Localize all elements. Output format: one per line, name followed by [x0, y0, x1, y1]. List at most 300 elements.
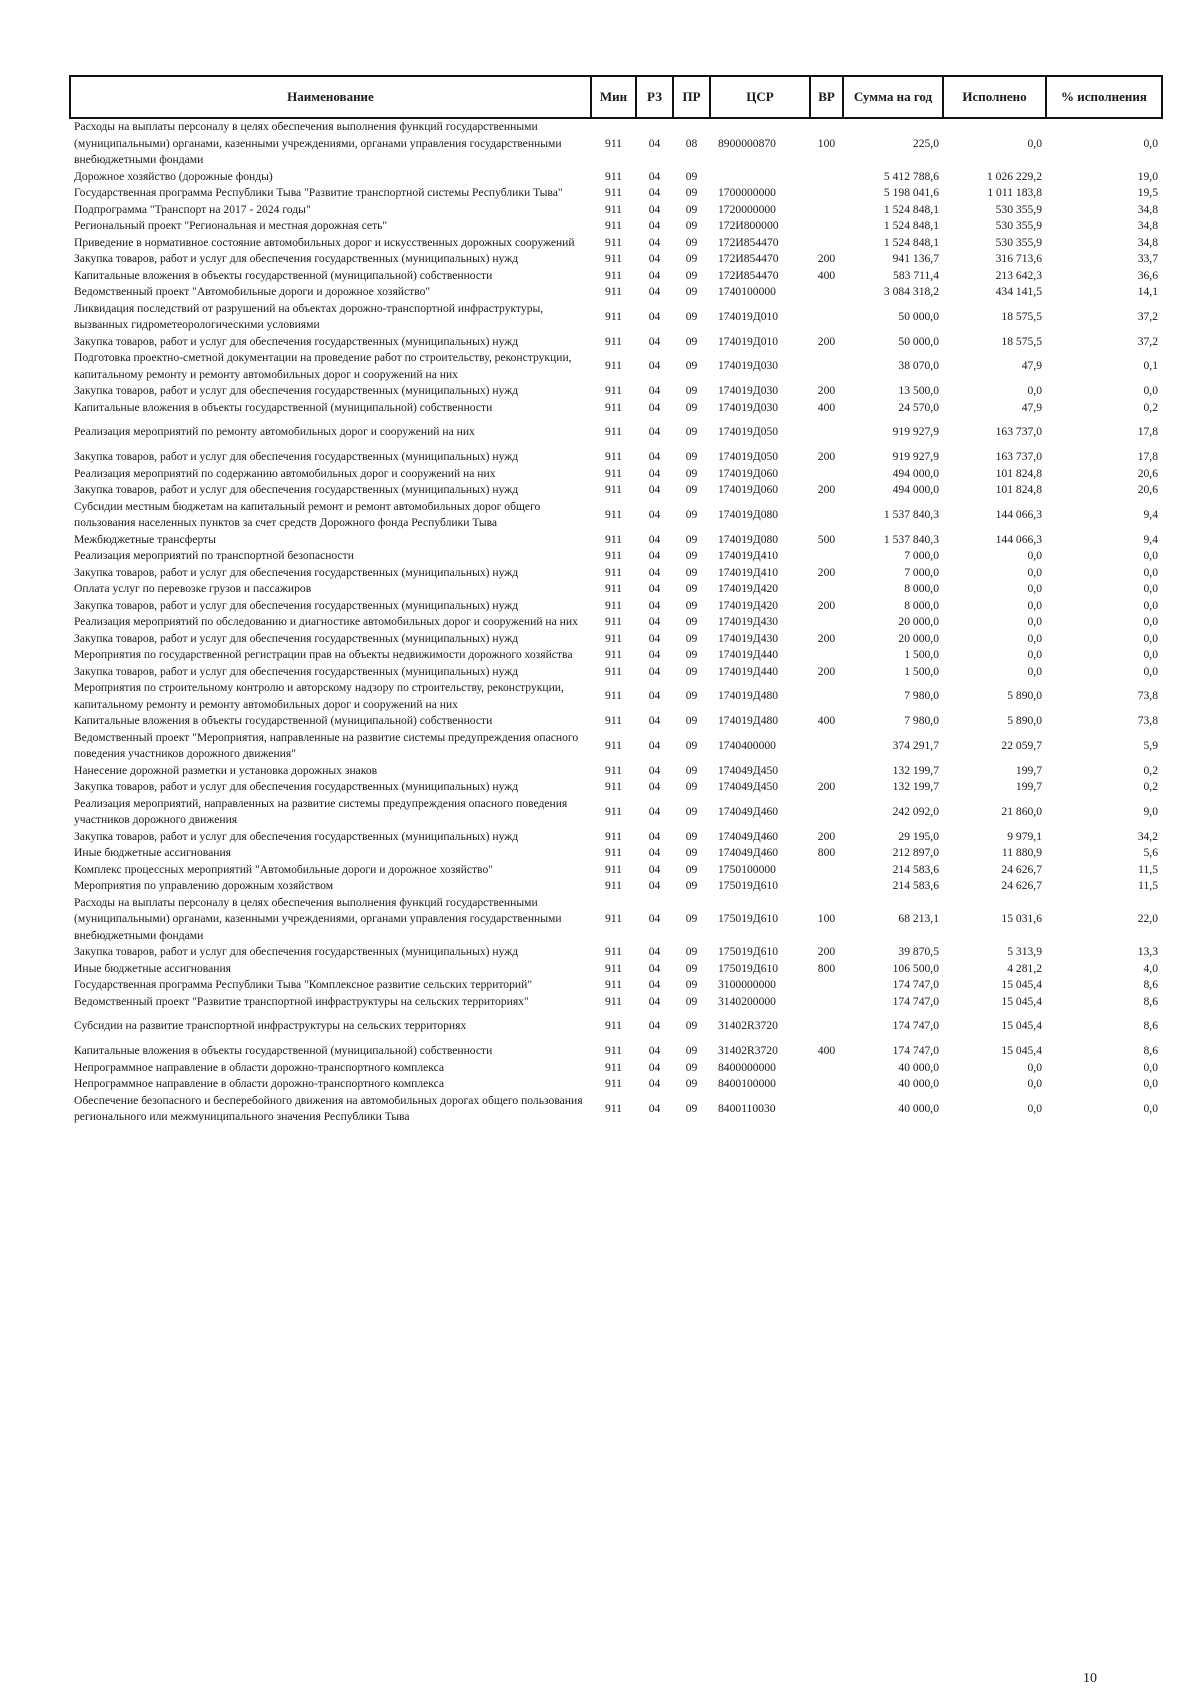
cell-pr: 09 — [685, 235, 698, 249]
cell-rz: 04 — [648, 664, 661, 678]
cell-vr — [810, 796, 843, 829]
cell-year-sum: 13 500,0 — [898, 384, 939, 397]
cell-min: 911 — [605, 359, 622, 373]
cell-vr — [810, 350, 843, 383]
table-row — [70, 169, 1162, 186]
cell-pr: 09 — [685, 285, 698, 298]
cell-name: Реализация мероприятий, направленных на развитие системы предупреждения опасного поведения участников дорожного движения — [74, 796, 568, 826]
cell-min: 911 — [605, 483, 622, 496]
cell-name: Дорожное хозяйство (дорожные фонды) — [74, 169, 273, 183]
cell-percent: 34,2 — [1137, 829, 1158, 843]
cell-csr: 1740400000 — [718, 738, 776, 752]
cell-executed: 530 355,9 — [995, 202, 1042, 216]
cell-name: Государственная программа Республики Тыва "Развитие транспортной системы Республики Тыва" — [74, 186, 563, 199]
cell-year-sum: 174 747,0 — [892, 1019, 939, 1033]
cell-year-sum: 7 980,0 — [904, 689, 939, 703]
cell-year-sum: 24 570,0 — [898, 400, 939, 414]
table-row — [70, 845, 1162, 862]
cell-pr: 09 — [685, 945, 698, 958]
cell-csr: 174019Д480 — [718, 714, 779, 727]
cell-min: 911 — [605, 450, 622, 463]
cell-vr — [810, 730, 843, 763]
cell-vr — [810, 680, 843, 713]
cell-min: 911 — [605, 532, 622, 546]
cell-csr: 31402R3720 — [718, 1019, 778, 1033]
cell-percent: 0,0 — [1143, 1101, 1158, 1115]
cell-name: Закупка товаров, работ и услуг для обеспечения государственных (муниципальных) нужд — [74, 664, 519, 678]
cell-year-sum: 132 199,7 — [892, 763, 939, 777]
cell-rz: 04 — [648, 334, 661, 348]
header-vr: ВР — [810, 76, 843, 118]
cell-csr: 175019Д610 — [718, 945, 779, 958]
cell-min: 911 — [605, 565, 622, 579]
cell-executed: 199,7 — [1015, 780, 1042, 793]
cell-pr: 09 — [685, 202, 698, 216]
cell-executed: 0,0 — [1027, 615, 1042, 628]
cell-pr: 09 — [685, 384, 698, 397]
cell-percent: 0,0 — [1143, 615, 1158, 628]
table-row — [70, 647, 1162, 664]
cell-name: Реализация мероприятий по транспортной безопасности — [74, 549, 354, 562]
cell-executed: 15 045,4 — [1001, 994, 1042, 1008]
cell-name: Закупка товаров, работ и услуг для обеспечения государственных (муниципальных) нужд — [74, 334, 519, 348]
cell-year-sum: 214 583,6 — [892, 862, 939, 876]
cell-name: Мероприятия по управлению дорожным хозяйством — [74, 879, 334, 892]
cell-pr: 09 — [685, 334, 698, 348]
table-row — [70, 383, 1162, 400]
cell-rz: 04 — [648, 648, 661, 661]
cell-csr: 174019Д420 — [718, 582, 779, 595]
cell-name: Региональный проект "Региональная и местная дорожная сеть" — [74, 219, 388, 232]
cell-min: 911 — [605, 664, 622, 678]
cell-percent: 13,3 — [1137, 945, 1158, 958]
cell-vr: 100 — [817, 912, 836, 925]
cell-name: Оплата услуг по перевозке грузов и пассажиров — [74, 582, 312, 595]
table-row — [70, 202, 1162, 219]
cell-percent: 0,0 — [1143, 549, 1158, 562]
cell-min: 911 — [605, 763, 622, 777]
cell-executed: 316 713,6 — [995, 252, 1042, 265]
cell-rz: 04 — [648, 169, 661, 183]
cell-year-sum: 1 524 848,1 — [883, 235, 939, 249]
cell-min: 911 — [605, 862, 622, 876]
cell-year-sum: 494 000,0 — [892, 483, 939, 496]
cell-executed: 199,7 — [1015, 763, 1042, 777]
cell-vr — [810, 1010, 843, 1043]
cell-vr — [810, 185, 843, 202]
cell-vr: 200 — [817, 631, 836, 645]
cell-executed: 530 355,9 — [995, 219, 1042, 232]
cell-vr: 200 — [817, 450, 836, 463]
cell-pr: 09 — [685, 648, 698, 661]
cell-executed: 0,0 — [1027, 1060, 1042, 1074]
cell-pr: 09 — [685, 1044, 698, 1057]
cell-rz: 04 — [648, 862, 661, 876]
table-row — [70, 598, 1162, 615]
cell-pr: 09 — [685, 532, 698, 546]
cell-vr: 200 — [817, 384, 836, 397]
cell-rz: 04 — [648, 400, 661, 414]
cell-percent: 0,0 — [1143, 384, 1158, 397]
cell-percent: 0,2 — [1143, 780, 1158, 793]
cell-percent: 34,8 — [1137, 235, 1158, 249]
cell-year-sum: 39 870,5 — [898, 945, 939, 958]
cell-csr: 174019Д480 — [718, 689, 779, 703]
cell-vr — [810, 499, 843, 532]
cell-percent: 0,0 — [1143, 136, 1158, 150]
cell-percent: 11,5 — [1138, 862, 1158, 876]
cell-year-sum: 50 000,0 — [898, 334, 939, 348]
cell-rz: 04 — [648, 738, 661, 752]
cell-vr: 200 — [817, 483, 836, 496]
table-row — [70, 118, 1162, 169]
cell-name: Ведомственный проект "Автомобильные дороги и дорожное хозяйство" — [74, 285, 431, 298]
cell-year-sum: 174 747,0 — [892, 978, 939, 991]
cell-min: 911 — [605, 309, 622, 323]
cell-name: Реализация мероприятий по содержанию автомобильных дорог и сооружений на них — [74, 466, 496, 480]
cell-csr: 31402R3720 — [718, 1044, 778, 1057]
cell-rz: 04 — [648, 219, 661, 232]
cell-vr — [810, 862, 843, 879]
cell-vr: 200 — [817, 565, 836, 579]
cell-executed: 144 066,3 — [995, 507, 1042, 521]
cell-csr: 175019Д610 — [718, 961, 779, 975]
cell-vr: 500 — [817, 532, 836, 546]
cell-percent: 22,0 — [1137, 912, 1158, 925]
table-row — [70, 482, 1162, 499]
cell-year-sum: 941 136,7 — [892, 252, 939, 265]
cell-executed: 530 355,9 — [995, 235, 1042, 249]
cell-pr: 09 — [685, 169, 698, 183]
cell-rz: 04 — [648, 483, 661, 496]
cell-percent: 9,4 — [1143, 532, 1158, 546]
cell-year-sum: 20 000,0 — [898, 631, 939, 645]
cell-executed: 5 890,0 — [1007, 714, 1042, 727]
table-row — [70, 218, 1162, 235]
cell-min: 911 — [605, 846, 622, 859]
cell-rz: 04 — [648, 945, 661, 958]
cell-csr — [710, 169, 810, 186]
cell-csr: 3100000000 — [718, 978, 776, 991]
cell-rz: 04 — [648, 450, 661, 463]
cell-year-sum: 1 500,0 — [904, 648, 939, 661]
cell-pr: 09 — [685, 309, 698, 323]
cell-vr: 800 — [817, 846, 836, 859]
cell-csr: 8400100000 — [718, 1077, 776, 1090]
cell-rz: 04 — [648, 615, 661, 628]
cell-name: Комплекс процессных мероприятий "Автомобильные дороги и дорожное хозяйство" — [74, 862, 493, 876]
cell-year-sum: 1 524 848,1 — [883, 219, 939, 232]
cell-year-sum: 40 000,0 — [898, 1101, 939, 1115]
cell-name: Закупка товаров, работ и услуг для обеспечения государственных (муниципальных) нужд — [74, 780, 519, 793]
cell-year-sum: 8 000,0 — [904, 582, 939, 595]
cell-rz: 04 — [648, 846, 661, 859]
cell-min: 911 — [605, 1077, 622, 1090]
cell-percent: 14,1 — [1137, 285, 1158, 298]
cell-vr — [810, 581, 843, 598]
cell-rz: 04 — [648, 1019, 661, 1033]
cell-year-sum: 1 537 840,3 — [883, 532, 939, 546]
cell-min: 911 — [605, 169, 622, 183]
cell-executed: 15 045,4 — [1001, 978, 1042, 991]
cell-year-sum: 494 000,0 — [892, 466, 939, 480]
cell-rz: 04 — [648, 829, 661, 843]
cell-rz: 04 — [648, 961, 661, 975]
cell-name: Закупка товаров, работ и услуг для обеспечения государственных (муниципальных) нужд — [74, 252, 519, 265]
cell-csr: 8900000870 — [718, 136, 776, 150]
cell-csr: 174019Д030 — [718, 359, 779, 373]
cell-pr: 09 — [685, 1019, 698, 1033]
table-row — [70, 961, 1162, 978]
cell-year-sum: 5 412 788,6 — [883, 169, 939, 183]
table-row — [70, 944, 1162, 961]
cell-year-sum: 5 198 041,6 — [883, 186, 939, 199]
cell-executed: 101 824,8 — [995, 483, 1042, 496]
cell-pr: 09 — [685, 466, 698, 480]
cell-rz: 04 — [648, 631, 661, 645]
cell-min: 911 — [605, 425, 622, 439]
cell-csr: 174049Д450 — [718, 780, 779, 793]
cell-executed: 11 880,9 — [1001, 846, 1042, 859]
table-row — [70, 1010, 1162, 1043]
cell-executed: 1 026 229,2 — [986, 169, 1042, 183]
cell-executed: 0,0 — [1027, 1077, 1042, 1090]
cell-csr: 172И854470 — [718, 268, 779, 282]
cell-rz: 04 — [648, 598, 661, 612]
cell-csr: 174049Д450 — [718, 763, 779, 777]
cell-vr — [810, 878, 843, 895]
cell-percent: 34,8 — [1137, 219, 1158, 232]
cell-name: Иные бюджетные ассигнования — [74, 961, 231, 975]
cell-rz: 04 — [648, 532, 661, 546]
cell-min: 911 — [605, 738, 622, 752]
cell-vr: 800 — [817, 961, 836, 975]
table-row — [70, 499, 1162, 532]
table-row — [70, 713, 1162, 730]
cell-vr: 200 — [817, 945, 836, 958]
cell-min: 911 — [605, 648, 622, 661]
cell-csr: 174019Д080 — [718, 532, 779, 546]
cell-executed: 434 141,5 — [995, 285, 1042, 298]
table-row — [70, 400, 1162, 417]
cell-vr — [810, 647, 843, 664]
cell-vr: 400 — [817, 268, 836, 282]
cell-min: 911 — [605, 945, 622, 958]
cell-rz: 04 — [648, 1101, 661, 1115]
cell-executed: 0,0 — [1027, 384, 1042, 397]
cell-csr: 174019Д430 — [718, 631, 779, 645]
cell-year-sum: 174 747,0 — [892, 1044, 939, 1057]
cell-percent: 19,0 — [1137, 169, 1158, 183]
cell-rz: 04 — [648, 384, 661, 397]
cell-percent: 33,7 — [1137, 252, 1158, 265]
cell-name: Закупка товаров, работ и услуг для обеспечения государственных (муниципальных) нужд — [74, 945, 519, 958]
cell-year-sum: 1 524 848,1 — [883, 202, 939, 216]
cell-pr: 09 — [685, 829, 698, 843]
table-row — [70, 350, 1162, 383]
table-row — [70, 631, 1162, 648]
cell-year-sum: 919 927,9 — [892, 450, 939, 463]
cell-rz: 04 — [648, 565, 661, 579]
cell-executed: 15 031,6 — [1001, 912, 1042, 925]
cell-executed: 101 824,8 — [995, 466, 1042, 480]
header-csr: ЦСР — [710, 76, 810, 118]
cell-name: Ведомственный проект "Развитие транспортной инфраструктуры на сельских территориях" — [74, 994, 529, 1008]
cell-min: 911 — [605, 384, 622, 397]
budget-table — [69, 75, 1163, 1126]
cell-pr: 09 — [685, 483, 698, 496]
table-row — [70, 680, 1162, 713]
cell-min: 911 — [605, 507, 622, 521]
header-pr: ПР — [673, 76, 710, 118]
cell-csr: 3140200000 — [718, 994, 776, 1008]
cell-year-sum: 132 199,7 — [892, 780, 939, 793]
cell-rz: 04 — [648, 549, 661, 562]
cell-executed: 1 011 183,8 — [987, 186, 1042, 199]
cell-min: 911 — [605, 829, 622, 843]
table-row — [70, 895, 1162, 945]
cell-executed: 0,0 — [1027, 565, 1042, 579]
header-row — [70, 76, 1162, 118]
cell-rz: 04 — [648, 804, 661, 818]
cell-pr: 09 — [685, 714, 698, 727]
cell-name: Мероприятия по строительному контролю и авторскому надзору по строительству, реконструкции, капитальному ремонту и ремонту автомобильных дорог и сооружений на них — [74, 681, 564, 711]
cell-rz: 04 — [648, 1060, 661, 1074]
table-header — [70, 76, 1162, 118]
cell-year-sum: 919 927,9 — [892, 425, 939, 439]
cell-percent: 9,0 — [1143, 804, 1158, 818]
cell-vr: 400 — [817, 714, 836, 727]
cell-csr: 175019Д610 — [718, 912, 779, 925]
cell-csr: 174019Д010 — [718, 309, 779, 323]
cell-percent: 0,0 — [1143, 664, 1158, 678]
cell-percent: 8,6 — [1143, 994, 1158, 1008]
cell-csr: 174019Д440 — [718, 664, 779, 678]
cell-executed: 163 737,0 — [995, 425, 1042, 439]
cell-rz: 04 — [648, 425, 661, 439]
cell-vr: 200 — [817, 334, 836, 348]
cell-percent: 73,8 — [1137, 714, 1158, 727]
table-row — [70, 977, 1162, 994]
cell-vr: 200 — [817, 780, 836, 793]
cell-rz: 04 — [648, 689, 661, 703]
cell-csr: 174019Д050 — [718, 450, 779, 463]
cell-pr: 09 — [685, 1077, 698, 1090]
header-percent: % исполнения — [1046, 76, 1162, 118]
table-row — [70, 532, 1162, 549]
cell-min: 911 — [605, 978, 622, 991]
cell-percent: 0,2 — [1143, 400, 1158, 414]
table-row — [70, 1076, 1162, 1093]
cell-year-sum: 3 084 318,2 — [883, 285, 939, 298]
cell-executed: 21 860,0 — [1001, 804, 1042, 818]
cell-name: Субсидии местным бюджетам на капитальный ремонт и ремонт автомобильных дорог общего пользования населенных пунктов за счет средств Дорожного фонда Республики Тыва — [74, 499, 541, 529]
cell-csr: 1700000000 — [718, 186, 776, 199]
table-row — [70, 1060, 1162, 1077]
cell-percent: 8,6 — [1143, 1019, 1158, 1033]
table-row — [70, 779, 1162, 796]
cell-csr: 174049Д460 — [718, 846, 779, 859]
cell-year-sum: 106 500,0 — [892, 961, 939, 975]
cell-min: 911 — [605, 334, 622, 348]
cell-executed: 24 626,7 — [1001, 862, 1042, 876]
cell-percent: 0,0 — [1143, 648, 1158, 661]
cell-min: 911 — [605, 252, 622, 265]
cell-name: Капитальные вложения в объекты государственной (муниципальной) собственности — [74, 1044, 493, 1057]
table-row — [70, 763, 1162, 780]
cell-min: 911 — [605, 582, 622, 595]
cell-executed: 213 642,3 — [995, 268, 1042, 282]
cell-min: 911 — [605, 1019, 622, 1033]
cell-percent: 9,4 — [1143, 507, 1158, 521]
table-row — [70, 994, 1162, 1011]
cell-csr: 174019Д410 — [718, 549, 779, 562]
cell-vr — [810, 763, 843, 780]
cell-rz: 04 — [648, 466, 661, 480]
table-row — [70, 416, 1162, 449]
cell-csr: 174019Д060 — [718, 466, 779, 480]
cell-percent: 11,5 — [1138, 879, 1158, 892]
cell-csr: 1750100000 — [718, 862, 776, 876]
cell-pr: 09 — [685, 565, 698, 579]
cell-percent: 8,6 — [1143, 978, 1158, 991]
table-row — [70, 796, 1162, 829]
cell-min: 911 — [605, 549, 622, 562]
cell-csr: 172И800000 — [718, 219, 779, 232]
cell-rz: 04 — [648, 1044, 661, 1057]
cell-pr: 09 — [685, 1101, 698, 1115]
cell-executed: 0,0 — [1027, 648, 1042, 661]
cell-rz: 04 — [648, 507, 661, 521]
cell-rz: 04 — [648, 268, 661, 282]
cell-name: Закупка товаров, работ и услуг для обеспечения государственных (муниципальных) нужд — [74, 829, 519, 843]
cell-rz: 04 — [648, 763, 661, 777]
cell-rz: 04 — [648, 136, 661, 150]
cell-pr: 09 — [685, 879, 698, 892]
cell-rz: 04 — [648, 780, 661, 793]
cell-percent: 73,8 — [1137, 689, 1158, 703]
cell-pr: 09 — [685, 252, 698, 265]
table-row — [70, 548, 1162, 565]
cell-csr: 174019Д410 — [718, 565, 779, 579]
cell-min: 911 — [605, 598, 622, 612]
cell-percent: 17,8 — [1137, 450, 1158, 463]
cell-pr: 09 — [685, 359, 698, 373]
table-row — [70, 1043, 1162, 1060]
cell-executed: 47,9 — [1021, 359, 1042, 373]
cell-executed: 22 059,7 — [1001, 738, 1042, 752]
cell-pr: 09 — [685, 738, 698, 752]
cell-pr: 09 — [685, 763, 698, 777]
cell-csr: 174019Д030 — [718, 384, 779, 397]
cell-year-sum: 214 583,6 — [892, 879, 939, 892]
cell-csr: 174019Д430 — [718, 615, 779, 628]
cell-year-sum: 242 092,0 — [892, 804, 939, 818]
cell-rz: 04 — [648, 912, 661, 925]
cell-rz: 04 — [648, 309, 661, 323]
cell-executed: 144 066,3 — [995, 532, 1042, 546]
cell-min: 911 — [605, 136, 622, 150]
cell-percent: 37,2 — [1137, 309, 1158, 323]
cell-year-sum: 40 000,0 — [898, 1060, 939, 1074]
cell-executed: 5 890,0 — [1007, 689, 1042, 703]
cell-percent: 0,0 — [1143, 565, 1158, 579]
cell-pr: 09 — [685, 450, 698, 463]
cell-vr — [810, 977, 843, 994]
cell-rz: 04 — [648, 186, 661, 199]
cell-min: 911 — [605, 631, 622, 645]
cell-executed: 18 575,5 — [1001, 309, 1042, 323]
